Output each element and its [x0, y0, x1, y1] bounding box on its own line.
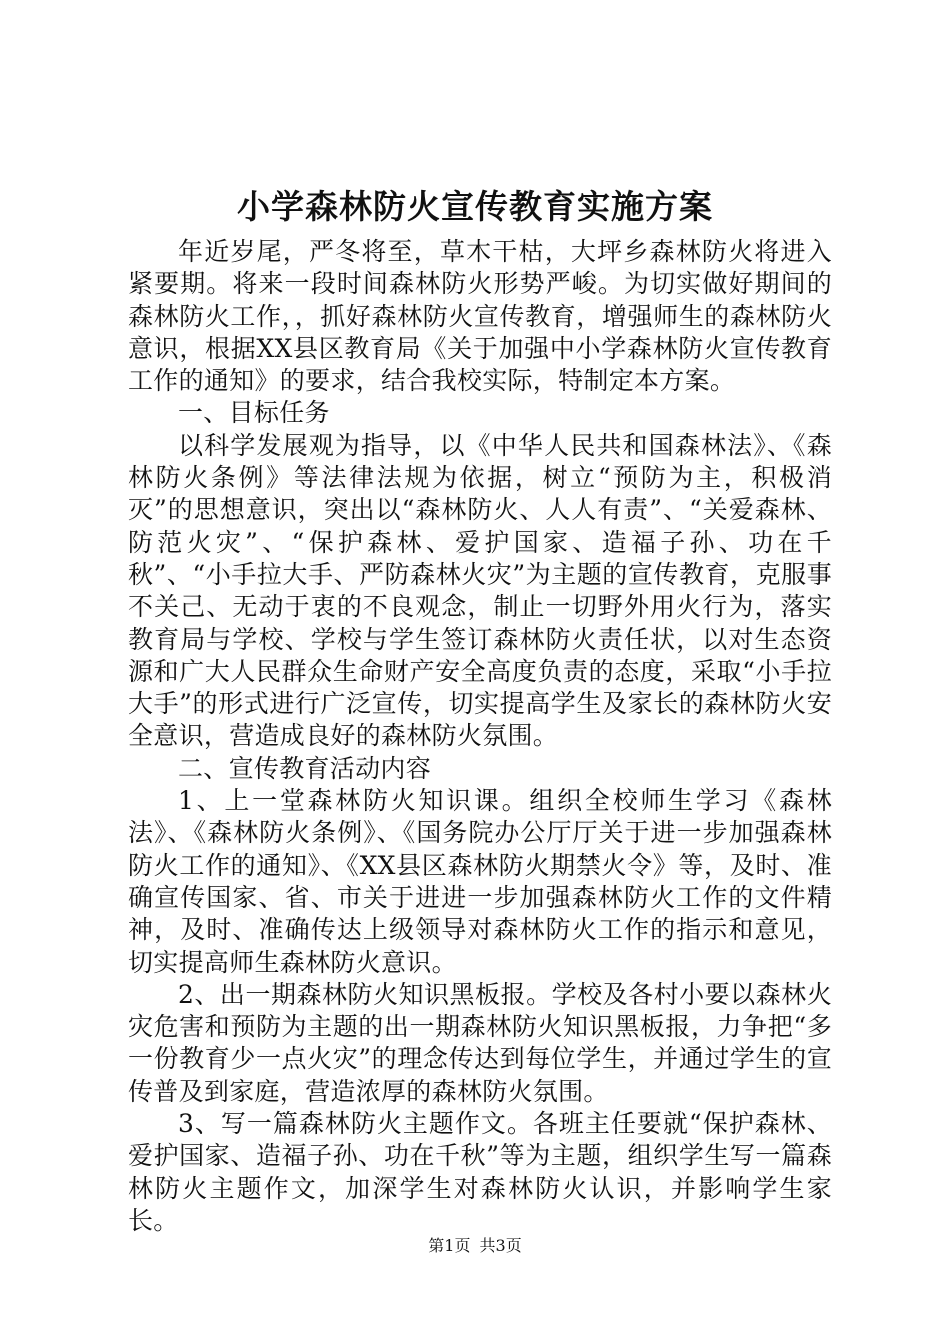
goals-paragraph: 以科学发展观为指导，以《中华人民共和国森林法》、《森林防火条例》等法律法规为依据，树立“预防为主，积极消灭”的思想意识，突出以“森林防火、人人有责”、“关爱森林、防范火灾”、“保护森林、爱护国家、造福子孙、功在千秋”、“小手拉大手、严防森林火灾”为主题的宣传教育，克服事不关己、无动于衷的不良观念，制止一切野外用火行为，落实教育局与学校、学校与学生签订森林防火责任状，以对生态资源和广大人民群众生命财产安全高度负责的态度，采取“小手拉大手”的形式进行广泛宣传，切实提高学生及家长的森林防火安全意识，营造成良好的森林防火氛围。 — [128, 430, 832, 751]
section-heading-activities: 二、宣传教育活动内容 — [178, 753, 432, 783]
document-title: 小学森林防火宣传教育实施方案 — [237, 187, 713, 226]
page-number-footer: 第1页 共3页 — [428, 1236, 522, 1255]
activity-item-3: 3、写一篇森林防火主题作文。各班主任要就“保护森林、爱护国家、造福子孙、功在千秋”等为主题，组织学生写一篇森林防火主题作文，加深学生对森林防火认识，并影响学生家长。 — [128, 1109, 832, 1235]
document-body — [128, 236, 832, 1237]
intro-paragraph: 年近岁尾，严冬将至，草木干枯，大坪乡森林防火将进入紧要期。将来一段时间森林防火形势严峻。为切实做好期间的森林防火工作，，抓好森林防火宣传教育，增强师生的森林防火意识，根据XX县区教育局《关于加强中小学森林防火宣传教育工作的通知》的要求，结合我校实际，特制定本方案。 — [128, 237, 832, 396]
activity-item-1: 1、上一堂森林防火知识课。组织全校师生学习《森林法》、《森林防火条例》、《国务院办公厅厅关于进一步加强森林防火工作的通知》、《XX县区森林防火期禁火令》等，及时、准确宣传国家、省、市关于进进一步加强森林防火工作的文件精神，及时、准确传达上级领导对森林防火工作的指示和意见，切实提高师生森林防火意识。 — [128, 786, 832, 977]
section-heading-goals: 一、目标任务 — [178, 398, 330, 428]
activity-item-2: 2、出一期森林防火知识黑板报。学校及各村小要以森林火灾危害和预防为主题的出一期森林防火知识黑板报，力争把“多一份教育少一点火灾”的理念传达到每位学生，并通过学生的宣传普及到家庭，营造浓厚的森林防火氛围。 — [128, 979, 832, 1106]
